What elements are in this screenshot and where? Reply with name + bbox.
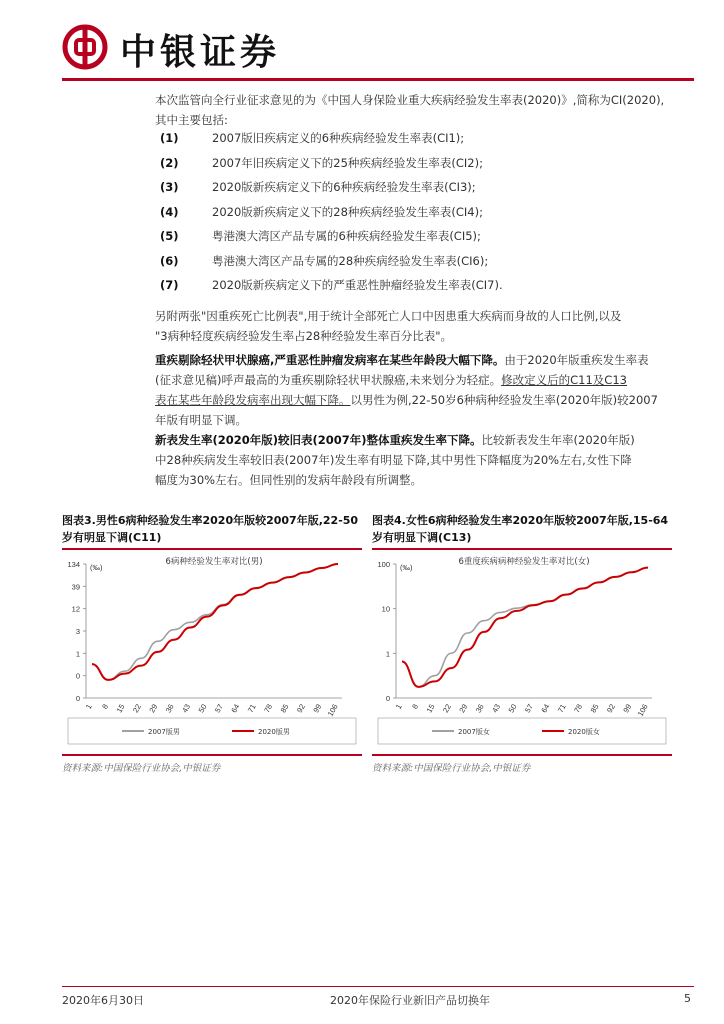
list-item	[160, 224, 690, 249]
paragraph-lead: 重疾剔除轻状甲状腺癌,严重恶性肿瘤发病率在某些年龄段大幅下降。	[155, 353, 505, 367]
list-item	[160, 249, 690, 274]
x-tick-label: 78	[262, 702, 275, 715]
figure-title	[62, 512, 362, 548]
x-tick-label: 22	[440, 702, 453, 715]
list-item	[160, 151, 690, 176]
x-tick-label: 99	[621, 702, 634, 715]
list-text: 2020版新疾病定义下的严重恶性肿瘤经验发生率表(CI7).	[212, 278, 503, 292]
x-tick-label: 85	[278, 702, 291, 715]
list-text: 2020版新疾病定义下的6种疾病经验发生率表(CI3);	[212, 180, 476, 194]
x-tick-label: 8	[100, 702, 111, 711]
list-number: (4)	[160, 204, 179, 219]
x-tick-label: 1	[393, 702, 404, 711]
intro-paragraph	[155, 90, 690, 130]
figure-title	[372, 512, 672, 548]
list-text: 2007版旧疾病定义的6种疾病经验发生率表(CI1);	[212, 131, 465, 145]
figure-male	[62, 512, 362, 774]
paragraph-text: 年版有明显下调。	[155, 413, 247, 427]
unit-label: (‰)	[400, 563, 413, 572]
figure-rule	[372, 548, 672, 550]
note-paragraph	[155, 306, 690, 346]
x-tick-label: 22	[130, 702, 143, 715]
x-tick-label: 71	[555, 702, 568, 715]
y-tick-label: 1	[385, 649, 390, 659]
x-tick-label: 57	[212, 702, 225, 715]
x-tick-label: 36	[473, 702, 486, 715]
footer-rule	[62, 986, 694, 987]
series-line	[402, 568, 648, 687]
legend-label: 2007版男	[148, 728, 180, 736]
figure-title-line: 图表3.男性6病种经验发生率2020年版较2007年版,22-50	[62, 514, 359, 527]
x-tick-label: 85	[588, 702, 601, 715]
paragraph-text: (征求意见稿)呼声最高的为重疾剔除轻状甲状腺癌,未来划分为轻症。	[155, 373, 502, 387]
bank-of-china-logo-icon	[62, 24, 108, 70]
intro-line: 本次监管向全行业征求意见的为《中国人身保险业重大疾病经验发生率表(2020)》,简称为CI(2020),	[155, 93, 665, 107]
figure-female	[372, 512, 672, 774]
legend-label: 2020版女	[568, 728, 600, 736]
x-tick-label: 50	[506, 702, 519, 715]
y-tick-label: 134	[67, 560, 80, 569]
list-text: 粤港澳大湾区产品专属的6种疾病经验发生率表(CI5);	[212, 229, 481, 243]
list-number: (7)	[160, 278, 179, 292]
footer-date: 2020年6月30日	[62, 994, 144, 1007]
y-tick-label: 100	[377, 560, 390, 569]
x-tick-label: 92	[294, 702, 307, 715]
x-tick-label: 36	[163, 702, 176, 715]
underlined-text: 修改定义后的C11及C13	[501, 373, 627, 387]
paragraph-thyroid	[155, 350, 690, 430]
figure-rule	[62, 548, 362, 550]
list-text: 粤港澳大湾区产品专属的28种疾病经验发生率表(CI6);	[212, 253, 489, 268]
y-tick-label: 39	[71, 582, 80, 592]
figure-title-line: 岁有明显下调(C11)	[62, 531, 162, 544]
y-tick-label: 10	[381, 604, 390, 614]
x-tick-label: 106	[325, 702, 340, 718]
list-item	[160, 273, 690, 298]
figure-source: 资料来源:中国保险行业协会,中银证券	[62, 763, 221, 774]
list-number: (5)	[160, 229, 179, 243]
intro-line: 其中主要包括:	[155, 113, 228, 127]
male-incidence-chart	[62, 552, 362, 754]
x-tick-label: 43	[180, 702, 193, 715]
x-tick-label: 43	[490, 702, 503, 715]
chart-title: 6病种经验发生率对比(男)	[165, 557, 263, 567]
x-tick-label: 15	[114, 702, 127, 715]
female-incidence-chart	[372, 552, 672, 754]
x-tick-label: 8	[410, 702, 421, 711]
x-tick-label: 71	[245, 702, 258, 715]
list-text: 2007年旧疾病定义下的25种疾病经验发生率表(CI2);	[212, 155, 483, 170]
legend-box	[378, 718, 666, 744]
x-tick-label: 92	[604, 702, 617, 715]
legend-box	[68, 718, 356, 744]
unit-label: (‰)	[90, 563, 103, 572]
list-text: 2020版新疾病定义下的28种疾病经验发生率表(CI4);	[212, 204, 483, 219]
x-tick-label: 64	[229, 702, 242, 715]
x-tick-label: 15	[424, 702, 437, 715]
list-number: (3)	[160, 180, 179, 194]
paragraph-text: 中28种疾病发生率较旧表(2007年)发生率有明显下降,其中男性下降幅度为20%左右,女性下降	[155, 453, 632, 467]
brand-name: 中银证券	[120, 31, 281, 73]
x-tick-label: 99	[311, 702, 324, 715]
list-number: (1)	[160, 131, 179, 145]
x-tick-label: 78	[572, 702, 585, 715]
figure-title-line: 岁有明显下调(C13)	[372, 531, 472, 544]
figure-source: 资料来源:中国保险行业协会,中银证券	[372, 763, 531, 774]
x-tick-label: 29	[457, 702, 470, 715]
list-number: (2)	[160, 155, 179, 170]
legend-label: 2020版男	[258, 728, 290, 736]
y-tick-label: 0	[75, 694, 80, 703]
underlined-text: 表在某些年龄段发病率出现大幅下降。	[155, 393, 351, 407]
list-number: (6)	[160, 253, 179, 268]
y-tick-label: 1	[75, 649, 80, 659]
x-tick-label: 106	[635, 702, 650, 718]
x-tick-label: 57	[522, 702, 535, 715]
note-line: "3病种轻度疾病经验发生率占28种经验发生率百分比表"。	[155, 329, 453, 343]
list-item	[160, 200, 690, 225]
note-line: 另附两张"因重疾死亡比例表",用于统计全部死亡人口中因患重大疾病而身故的人口比例,以及	[155, 309, 622, 323]
y-tick-label: 3	[75, 627, 80, 636]
paragraph-text: 由于2020年版重疾发生率表	[504, 353, 649, 367]
x-tick-label: 64	[539, 702, 552, 715]
list-item	[160, 126, 690, 151]
x-tick-label: 1	[83, 702, 94, 711]
footer-title: 2020年保险行业新旧产品切换年	[330, 994, 490, 1007]
paragraph-lead: 新表发生率(2020年版)较旧表(2007年)整体重疾发生率下降。	[155, 433, 482, 447]
series-line	[92, 564, 338, 680]
x-tick-label: 50	[196, 702, 209, 715]
chart-title: 6重度疾病病种经验发生率对比(女)	[458, 557, 590, 567]
paragraph-overall	[155, 430, 690, 490]
page-number: 5	[684, 992, 691, 1005]
series-line	[402, 568, 648, 687]
paragraph-text: 以男性为例,22-50岁6种病种经验发生率(2020年版)较2007	[350, 393, 658, 407]
paragraph-text: 比较新表发生年率(2020年版)	[481, 433, 635, 447]
header-rule	[62, 78, 694, 81]
legend-label: 2007版女	[458, 728, 490, 736]
table-list	[160, 126, 690, 298]
figure-rule	[62, 754, 362, 756]
y-tick-label: 0	[385, 694, 390, 703]
page-header	[62, 22, 702, 72]
x-tick-label: 29	[147, 702, 160, 715]
list-item	[160, 175, 690, 200]
figure-rule	[372, 754, 672, 756]
paragraph-text: 幅度为30%左右。但同性别的发病年龄段有所调整。	[155, 473, 423, 487]
series-line	[92, 564, 338, 680]
y-tick-label: 0	[75, 671, 80, 681]
y-tick-label: 12	[71, 604, 80, 614]
figure-title-line: 图表4.女性6病种经验发生率2020年版较2007年版,15-64	[372, 514, 669, 527]
